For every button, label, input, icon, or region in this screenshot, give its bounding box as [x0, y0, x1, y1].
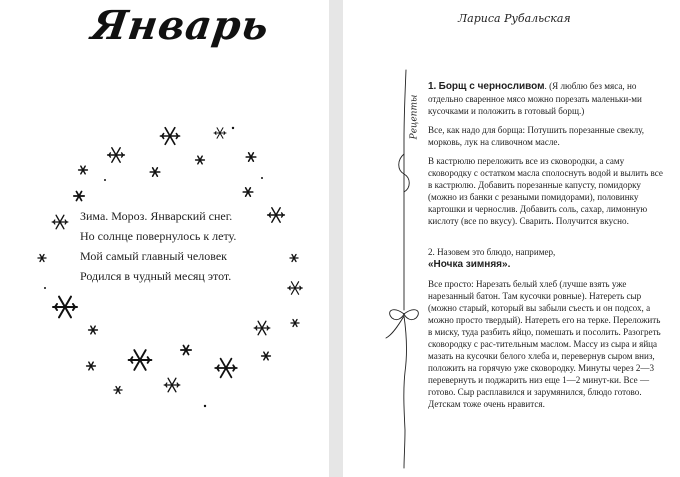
recipe-1-header: [428, 80, 666, 117]
recipe-2-header: [428, 246, 666, 271]
recipe-1-paragraph-2: В кастрюлю переложить все из сковородки, а саму сковородку с остатком масла сполоснуть водой и вылить все в кастрюлю. Добавить порезанные капусту, помидорку (можно из банки с резаными помидорами), половинку картошки и чернослив. Добавить соль, сахар, лимонную кислоту (все по вкусу). Сварить. Получится вкусно.: [428, 156, 663, 226]
ribbon-tail-right: [404, 316, 407, 468]
recipe-2-title: «Ночка зимняя».: [428, 259, 511, 270]
poem-line-4: Родился в чудный месяц этот.: [80, 269, 232, 283]
recipes-side-label: Рецепты: [409, 94, 420, 140]
recipe-1-title: Борщ с черносливом: [438, 81, 545, 92]
recipe-1-paragraph-1: Все, как надо для борща: Потушить порезанные свеклу, морковь, лук на сливочном масле.: [428, 125, 645, 147]
recipe-1-note: . (Я люблю без мяса, но отдельно сваренное мясо можно порезать маленьки-ми кусочками и положить в готовый борщ.): [428, 81, 642, 116]
month-title: Январь: [88, 2, 273, 49]
recipes-text: [428, 80, 666, 417]
author-signature: Лариса Рубальская: [458, 12, 571, 25]
ribbon-line: [404, 70, 406, 310]
poem-line-3: Мой самый главный человек: [80, 249, 227, 263]
poem-line-2: Но солнце повернулось к лету.: [80, 229, 237, 243]
recipe-2-intro: 2. Назовем это блюдо, например,: [428, 247, 556, 257]
recipe-1-number: 1.: [428, 81, 437, 92]
recipe-2-paragraph-1: Все просто: Нарезать белый хлеб (лучше взять уже нарезанный батон. Там кусочки ровные). Натереть сыр (можно старый, который вы забыли съесть и он подсох, а можно просто твердый). Натереть его на терке. Переложить в миску, туда разбить яйцо, помешать и посолить. Разогреть сковородку с рас-тительным маслом. Массу из сыра и яйца мазать на кусочки белого хлеба и, перевернув сыром вниз, положить на горячую уже сковородку. Минуты через 2—3 перевернуть и поджарить низ еще 1—2 минут-ки. Все — готово. Сыр расплавился и зарумянился, блюдо готово. Детскам тоже очень нравится.: [428, 279, 661, 409]
poem-line-1: Зима. Мороз. Январский снег.: [80, 209, 233, 223]
